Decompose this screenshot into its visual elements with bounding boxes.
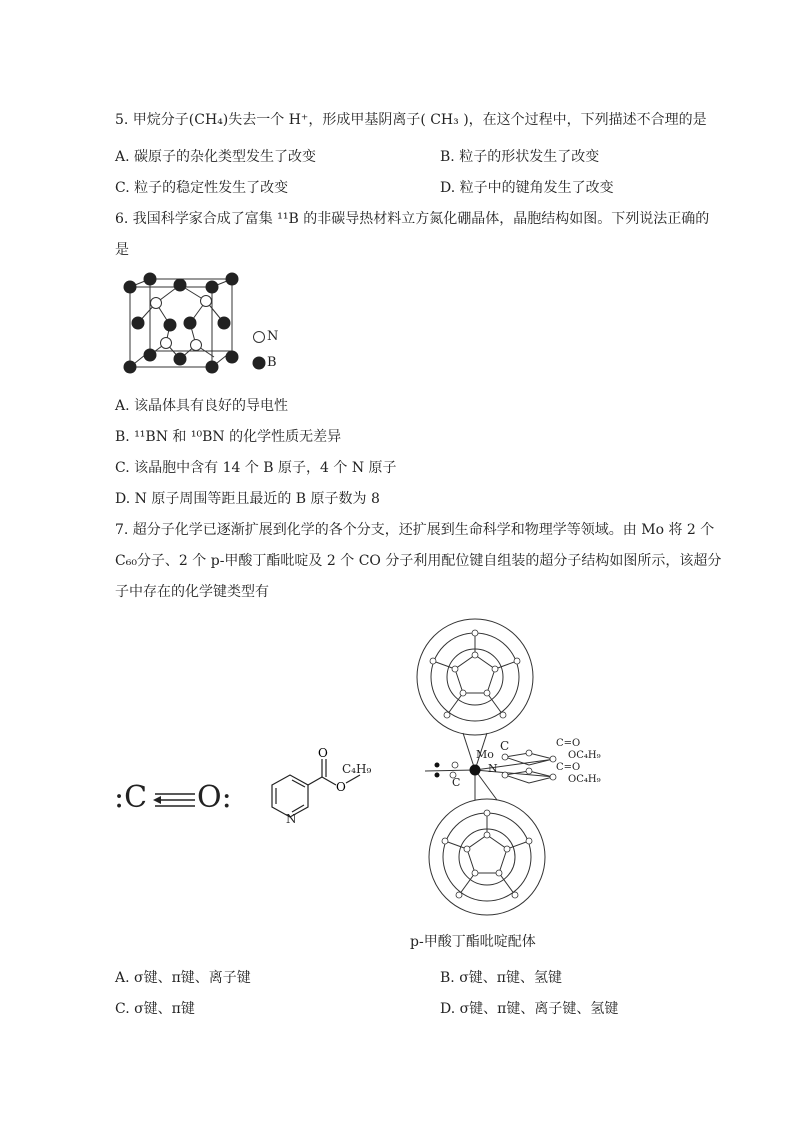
q5-stem: 5. 甲烷分子(CH₄)失去一个 H⁺，形成甲基阴离子( CH₃ )，在这个过程中，下列描述不合理的是	[115, 112, 707, 128]
q6-option-d: D. N 原子周围等距且最近的 B 原子数为 8	[115, 491, 380, 507]
legend-b-label: B	[267, 355, 277, 370]
svg-text:O: O	[336, 780, 346, 794]
q6-stem-line1: 6. 我国科学家合成了富集 ¹¹B 的非碳导热材料立方氮化硼晶体，晶胞结构如图。下列说法正确的	[115, 211, 710, 227]
q6-option-a: A. 该晶体具有良好的导电性	[115, 398, 289, 414]
q5-option-d: D. 粒子中的键角发生了改变	[440, 180, 614, 196]
n-center-label: N	[488, 762, 498, 775]
q7-option-a: A. σ键、π键、离子键	[115, 970, 251, 986]
ester-bottom-oc4h9: OC₄H₉	[568, 774, 601, 785]
svg-text:O: O	[318, 746, 328, 760]
co-oxygen: O:	[197, 780, 232, 815]
fullerene-complex-diagram	[405, 615, 615, 925]
c-label-left: C	[452, 776, 461, 789]
q5-option-b: B. 粒子的形状发生了改变	[440, 149, 600, 165]
q7-stem-line2: C₆₀分子、2 个 p-甲酸丁酯吡啶及 2 个 CO 分子利用配位键自组装的超分子结构如图所示，该超分	[115, 553, 722, 569]
bn-unit-cell-diagram	[118, 265, 288, 380]
q6-option-c: C. 该晶胞中含有 14 个 B 原子，4 个 N 原子	[115, 460, 397, 476]
pyridine-n-label: N	[286, 812, 297, 826]
ester-top-oc4h9: OC₄H₉	[568, 750, 601, 761]
q5-option-a: A. 碳原子的杂化类型发生了改变	[115, 149, 317, 165]
q6-option-b: B. ¹¹BN 和 ¹⁰BN 的化学性质无差异	[115, 429, 342, 445]
pyridine-ester-structure	[252, 745, 382, 835]
q5-option-c: C. 粒子的稳定性发生了改变	[115, 180, 289, 196]
figure-caption: p-甲酸丁酯吡啶配体	[410, 934, 536, 950]
c-label-top: C	[500, 739, 510, 753]
q7-stem-line1: 7. 超分子化学已逐渐扩展到化学的各个分支，还扩展到生命科学和物理学等领域。由 Mo 将 2 个	[115, 522, 715, 538]
q7-option-b: B. σ键、π键、氢键	[440, 970, 562, 986]
co-carbon: :C	[114, 780, 148, 815]
q7-option-c: C. σ键、π键	[115, 1001, 195, 1017]
c4h9-label: C₄H₉	[342, 762, 372, 776]
q6-stem-line2: 是	[115, 242, 129, 258]
co-triple-bond	[153, 790, 197, 810]
q7-option-d: D. σ键、π键、离子键、氢键	[440, 1001, 619, 1017]
ester-bottom-co: C=O	[556, 762, 581, 773]
ester-top-co: C=O	[556, 738, 581, 749]
q7-stem-line3: 子中存在的化学键类型有	[115, 584, 269, 600]
mo-label: Mo	[476, 748, 494, 761]
legend-n-label: N	[267, 329, 279, 344]
